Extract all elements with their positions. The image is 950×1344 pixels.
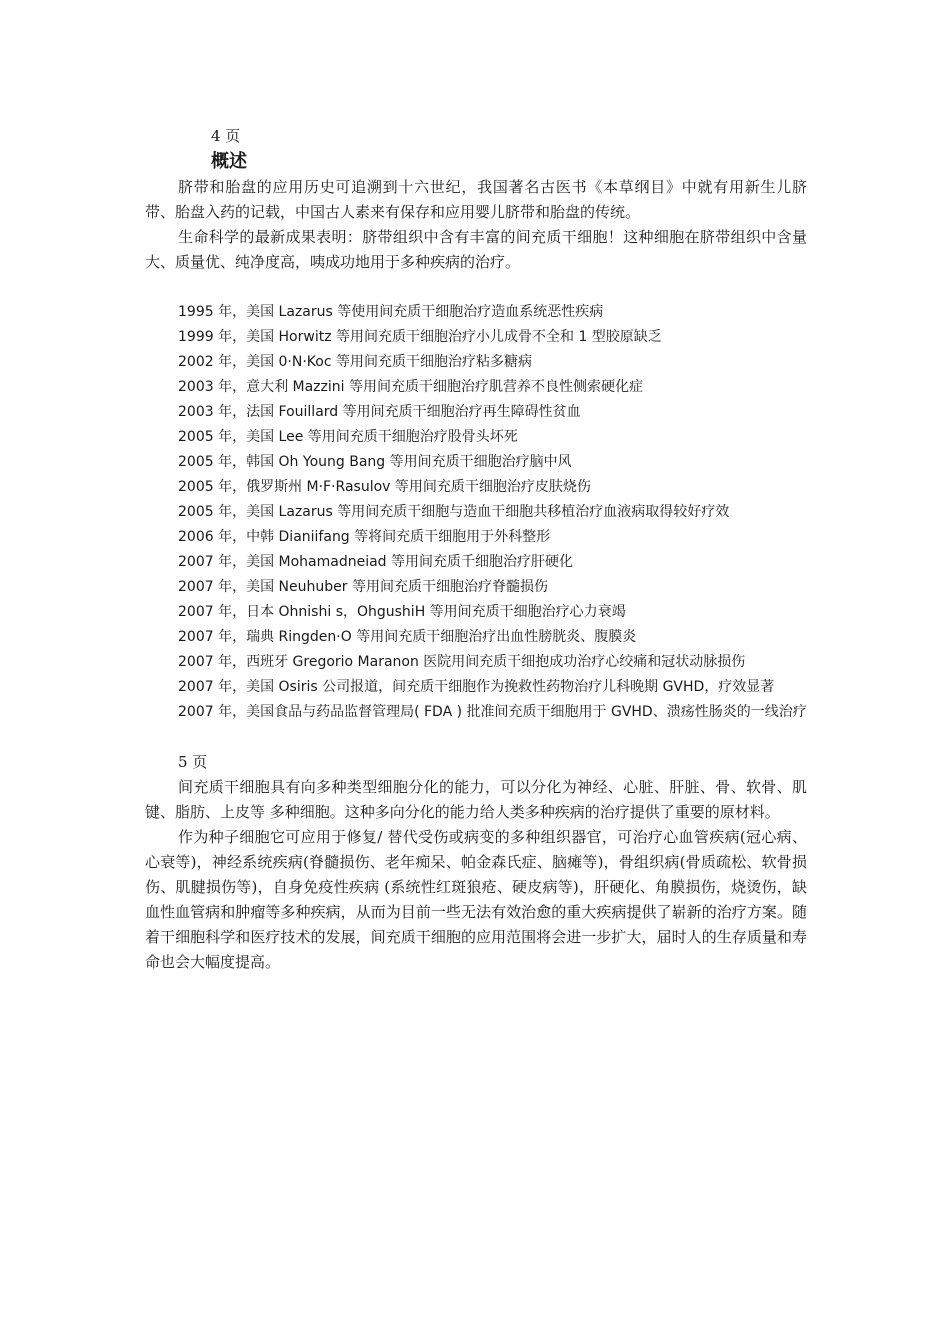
paragraph-differentiation: 间充质干细胞具有向多种类型细胞分化的能力，可以分化为神经、心脏、肝脏、骨、软骨、肌键、脂肪、上皮等 多种细胞。这种多向分化的能力给人类多种疾病的治疗提供了重要的原材料。 <box>145 778 807 821</box>
timeline-item: 2003 年，法国 Fouillard 等用间充质干细胞治疗再生障碍性贫血 <box>178 404 581 420</box>
timeline-item: 2002 年，美国 0·N·Koc 等用间充质干细胞治疗粘多糖病 <box>178 354 533 370</box>
paragraph-history: 脐带和胎盘的应用历史可追溯到十六世纪，我国著名古医书《本草纲目》中就有用新生儿脐带、胎盘入药的记载，中国古人素来有保存和应用婴儿脐带和胎盘的传统。 <box>145 178 807 221</box>
timeline-item: 1999 年，美国 Horwitz 等用间充质干细胞治疗小儿成骨不全和 1 型胶原缺乏 <box>178 329 662 345</box>
page-label-4: 4 页 <box>211 127 241 145</box>
timeline-item: 2005 年，美国 Lazarus 等用间充质干细胞与造血干细胞共移植治疗血液病取得较好疗效 <box>178 504 730 520</box>
section-spacer <box>145 725 807 750</box>
document-body <box>145 124 807 975</box>
timeline-item: 2006 年，中韩 Dianiifang 等将间充质干细胞用于外科整形 <box>178 529 551 545</box>
timeline-item: 2007 年，瑞典 Ringden·O 等用间充质干细胞治疗出血性膀胱炎、腹膜炎 <box>178 629 637 645</box>
timeline-item: 2005 年，韩国 Oh Young Bang 等用间充质干细胞治疗脑中风 <box>178 454 572 470</box>
timeline-item: 2007 年，美国 Mohamadneiad 等用间充质千细胞治疗肝硬化 <box>178 554 574 570</box>
page-label-5: 5 页 <box>178 753 208 771</box>
timeline-list <box>145 300 807 725</box>
paragraph-research: 生命科学的最新成果表明：脐带组织中含有丰富的间充质干细胞！这种细胞在脐带组织中含量大、质量优、纯净度高，咦成功地用于多种疾病的治疗。 <box>145 228 807 271</box>
timeline-item: 2003 年，意大利 Mazzini 等用间充质干细胞治疗肌营养不良性侧索硬化症 <box>178 379 643 395</box>
paragraph-applications: 作为种子细胞它可应用于修复/ 替代受伤或病变的多种组织器官，可治疗心血管疾病(冠心病、心衰等)，神经系统疾病(脊髓损伤、老年痴呆、帕金森氏症、脑瘫等)，骨组织病(骨质疏松、软骨损伤、肌腱损伤等)，自身免疫性疾病 (系统性红斑狼疮、硬皮病等)，肝硬化、角膜损伤，烧烫伤，缺血性血管病和肿瘤等多种疾病，从而为目前一些无法有效治愈的重大疾病提供了崭新的治疗方案。随着干细胞科学和医疗技术的发展，间充质干细胞的应用范围将会进一步扩大，届时人的生存质量和寿命也会大幅度提高。 <box>145 828 807 971</box>
timeline-item: 2007 年，日本 Ohnishi s，OhgushiH 等用间充质干细胞治疗心力衰竭 <box>178 604 626 620</box>
section-heading-overview: 概述 <box>211 151 247 172</box>
timeline-item: 2007 年，美国 Osiris 公司报道，间充质干细胞作为挽救性药物治疗儿科晚期 GVHD，疗效显著 <box>178 679 775 695</box>
timeline-item: 2005 年，美国 Lee 等用间充质干细胞治疗股骨头坏死 <box>178 429 518 445</box>
timeline-item: 2007 年，西班牙 Gregorio Maranon 医院用间充质干细抱成功治疗心绞痛和冠状动脉损伤 <box>178 654 746 670</box>
timeline-item: 1995 年，美国 Lazarus 等使用间充质干细胞治疗造血系统恶性疾病 <box>178 304 604 320</box>
timeline-item: 2007 年，美国食品与药品监督管理局( FDA ) 批准间充质干细胞用于 GVHD、溃疡性肠炎的一线治疗 <box>178 704 807 720</box>
timeline-item: 2005 年，俄罗斯州 M·F·Rasulov 等用间充质干细胞治疗皮肤烧伤 <box>178 479 591 495</box>
timeline-item: 2007 年，美国 Neuhuber 等用间充质干细胞治疗脊髓损伤 <box>178 579 548 595</box>
